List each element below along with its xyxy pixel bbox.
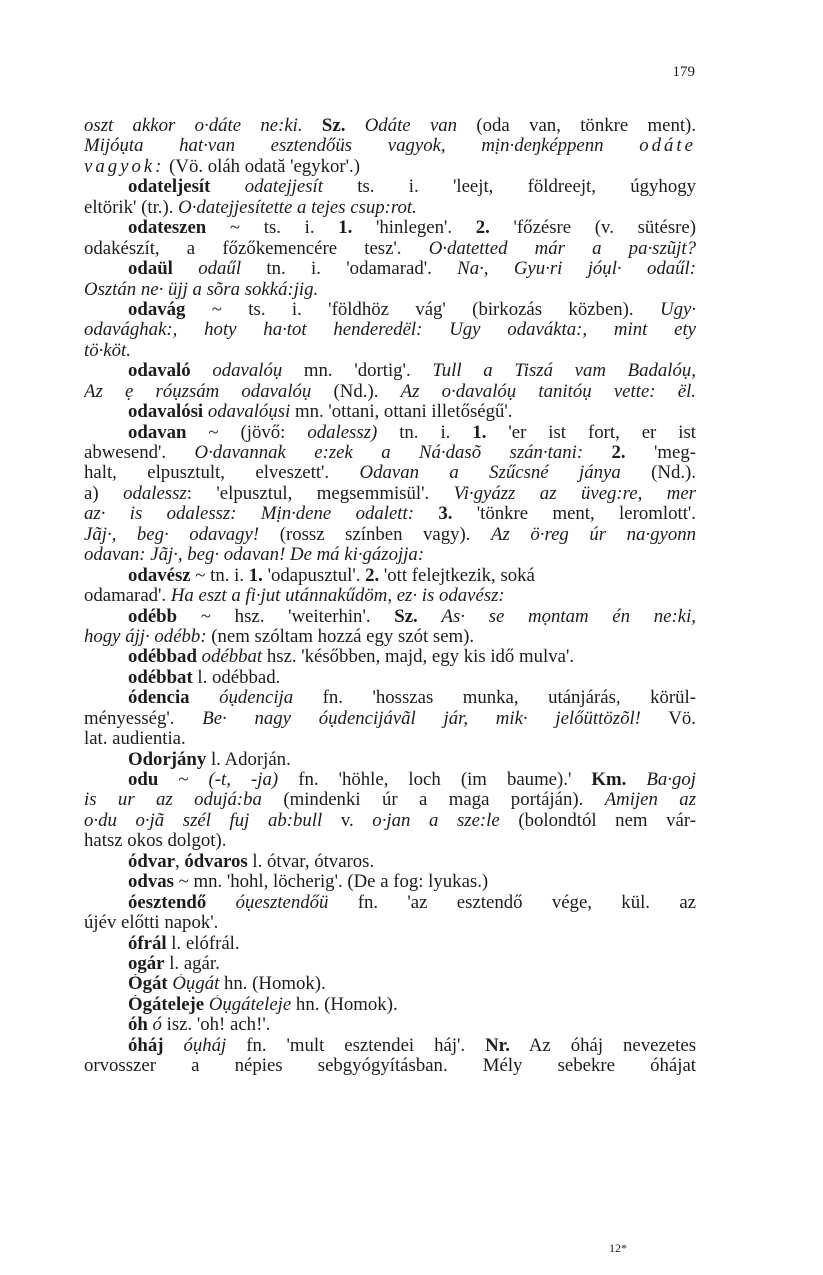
- headword: 2.: [611, 443, 626, 463]
- headword: ogár: [128, 953, 165, 974]
- text-segment: [206, 893, 235, 913]
- text-line: [84, 668, 696, 688]
- text-segment: odakészít, a főzőkemencére tesz'.: [84, 238, 429, 259]
- text-line: [84, 893, 696, 913]
- text-segment: (Nd.).: [620, 463, 696, 484]
- headword: odateszen: [128, 218, 207, 239]
- text-line: [84, 1015, 696, 1035]
- dialect-example: (-t, -ja): [208, 770, 279, 790]
- text-line: [84, 463, 696, 483]
- dialect-example: Odavan a Szűcsné jánya: [359, 463, 621, 484]
- text-segment: v.: [322, 810, 373, 831]
- headword: óesztendő: [128, 892, 207, 913]
- dialect-example: o·du o·jã szél fuj ab:bull: [84, 810, 323, 831]
- headword: óh: [128, 1015, 148, 1036]
- dialect-example: ó: [152, 1015, 162, 1036]
- text-line: [84, 770, 696, 790]
- headword: 2.: [365, 565, 380, 586]
- text-line: [84, 177, 696, 197]
- text-segment: l. odébbad.: [192, 667, 281, 688]
- dialect-example: Óụgáteleje: [208, 994, 292, 1015]
- dialect-example: odatejjesít: [244, 177, 323, 198]
- dialect-example: Ba·goj: [646, 770, 696, 790]
- text-line: [84, 627, 696, 647]
- text-segment: 'főzésre (v. sütésre): [489, 218, 696, 239]
- headword: Sz.: [321, 116, 346, 136]
- text-segment: [583, 443, 611, 463]
- dialect-example: tö·köt.: [84, 340, 131, 361]
- text-segment: tn. i.: [377, 422, 473, 443]
- headword: Ógáteleje: [128, 994, 205, 1015]
- dialect-example: Jãj·, beg· odavagy!: [84, 524, 260, 545]
- dialect-example: Az o·davalóụ tanitóụ vette: ël.: [400, 381, 696, 402]
- text-segment: [626, 770, 646, 790]
- text-segment: Az óháj nevezetes: [509, 1035, 696, 1056]
- dialect-example: Na·, Gyu·ri jóụl· odaűl:: [457, 259, 696, 280]
- headword: Ógát: [128, 974, 168, 995]
- dialect-example: odavághak:, hoty ha·tot henderedël: Ugy odavákta:, mint ety: [84, 320, 696, 341]
- dialect-example: odalessz): [307, 422, 378, 443]
- text-line: [84, 504, 696, 524]
- text-segment: orvosszer a népies sebgyógyításban. Mély sebekre óhájat: [84, 1056, 696, 1077]
- text-segment: [163, 1036, 183, 1056]
- headword: 2.: [475, 218, 490, 239]
- text-segment: [303, 116, 322, 136]
- text-line: [84, 382, 696, 402]
- text-line: [84, 811, 696, 831]
- text-segment: (mindenki úr a maga portáján).: [261, 790, 605, 811]
- dialect-example: az· is odalessz: Mịn·dene odalett:: [84, 504, 414, 525]
- headword: 1.: [472, 422, 487, 443]
- headword: odvas: [128, 872, 174, 893]
- text-line: [84, 259, 696, 279]
- headword: odavaló: [128, 361, 191, 382]
- text-segment: mn. 'ottani, ottani illetőségű'.: [290, 402, 513, 423]
- text-line: [84, 790, 696, 810]
- text-line: [84, 586, 696, 606]
- text-line: [84, 913, 696, 933]
- text-segment: (oda van, tönkre ment).: [457, 116, 696, 136]
- text-line: [84, 1056, 696, 1076]
- text-line: [84, 852, 696, 872]
- dialect-example: Tull a Tiszá vam Badalóụ,: [432, 361, 696, 382]
- dialect-example: odaűl: [198, 259, 242, 280]
- text-line: [84, 954, 696, 974]
- text-segment: isz. 'oh! ach!'.: [161, 1015, 271, 1036]
- text-segment: fn. 'az esztendő vége, kül. az: [328, 892, 696, 913]
- dialect-example: odavalóụsi: [207, 402, 291, 423]
- text-segment: 'meg-: [625, 443, 696, 463]
- dialect-example: O·datetted már a pa·szũjt?: [428, 238, 696, 259]
- text-line: [84, 239, 696, 259]
- text-line: [84, 320, 696, 340]
- headword: Sz.: [394, 606, 418, 627]
- text-line: [84, 218, 696, 238]
- text-segment: ményesség'.: [84, 708, 203, 729]
- headword: odateljesít: [128, 177, 211, 198]
- headword: odébbat: [128, 667, 193, 688]
- text-segment: ~ hsz. 'weiterhin'.: [177, 606, 395, 627]
- text-line: [84, 750, 696, 770]
- text-line: [84, 280, 696, 300]
- dialect-example: O·datejjesítette a tejes csup:rot.: [178, 197, 417, 218]
- text-segment: [345, 116, 364, 136]
- dialect-example: Az ẹ róụzsám odavalóụ: [84, 381, 312, 402]
- dialect-example: Ha eszt a fi·jut utánnakűdöm, ez· is odavész:: [170, 586, 505, 607]
- text-line: [84, 443, 696, 463]
- text-line: [84, 136, 696, 156]
- text-segment: a): [84, 483, 124, 504]
- text-line: [84, 995, 696, 1015]
- dialect-example: óụesztendőü: [235, 892, 329, 913]
- text-segment: [414, 504, 438, 524]
- dialect-example: Osztán ne· üjj a sõra sokká:jig.: [84, 279, 319, 300]
- text-segment: újév előtti napok'.: [84, 913, 219, 934]
- text-segment: ,: [174, 851, 185, 872]
- text-segment: hn. (Homok).: [291, 994, 398, 1015]
- headword: Nr.: [485, 1035, 510, 1056]
- text-line: [84, 300, 696, 320]
- text-segment: [604, 136, 640, 156]
- text-segment: (rossz színben vagy).: [259, 524, 492, 545]
- text-line: [84, 545, 696, 565]
- dialect-example: odébbat: [201, 647, 263, 668]
- headword: odavalósi: [128, 402, 204, 423]
- text-segment: (Vö. oláh odată 'egykor'.): [164, 156, 360, 177]
- text-line: [84, 157, 696, 177]
- text-segment: tn. i. 'odamarad'.: [241, 259, 458, 280]
- text-segment: ts. i. 'leejt, földreejt, úgyhogy: [322, 177, 696, 198]
- text-segment: 'tönkre ment, leromlott'.: [452, 504, 696, 525]
- headword: odu: [128, 770, 159, 790]
- text-segment: ~: [158, 770, 209, 790]
- text-segment: l. elófrál.: [166, 933, 240, 954]
- text-segment: (Nd.).: [311, 381, 401, 402]
- dialect-example: Az ö·reg úr na·gyonn: [491, 524, 696, 545]
- text-line: [84, 729, 696, 749]
- dialect-example: Vi·gyázz az üveg:re, mer: [453, 483, 696, 504]
- text-line: [84, 525, 696, 545]
- text-line: [84, 1036, 696, 1056]
- dialect-example: hogy ájj· odébb:: [84, 626, 207, 647]
- headword: Odorjány: [128, 749, 207, 770]
- text-segment: [173, 259, 198, 279]
- text-segment: ~ ts. i. 'földhöz vág' (birkozás közben).: [185, 299, 660, 320]
- text-segment: 'hinlegen'.: [352, 218, 476, 239]
- text-line: [84, 116, 696, 136]
- dialect-example: As· se mọntam én ne:ki,: [441, 606, 696, 627]
- dialect-example: Óụgát: [172, 974, 220, 995]
- text-segment: (bolondtól nem vár-: [499, 810, 696, 831]
- dialect-example: Odáte van: [364, 116, 458, 136]
- text-segment: ~ mn. 'hohl, löcherig'. (De a fog: lyukas.): [173, 872, 489, 893]
- headword: odébbad: [128, 647, 197, 668]
- dialect-example: óụháj: [183, 1035, 227, 1056]
- headword: ódencia: [128, 688, 190, 709]
- headword: odavág: [128, 299, 186, 320]
- text-segment: 'odapusztul'.: [262, 565, 366, 586]
- text-line: [84, 402, 696, 422]
- headword: ódvaros: [184, 851, 248, 872]
- text-line: [84, 872, 696, 892]
- text-segment: ~ (jövő:: [186, 422, 308, 443]
- headword: odavan: [128, 422, 187, 443]
- text-line: [84, 709, 696, 729]
- text-line: [84, 647, 696, 667]
- text-segment: fn. 'mult esztendei háj'.: [226, 1035, 486, 1056]
- dialect-example: odáte: [639, 136, 696, 157]
- text-line: [84, 566, 696, 586]
- text-segment: hsz. 'későbben, majd, egy kis idő mulva'.: [262, 647, 575, 668]
- text-segment: odamarad'.: [84, 586, 171, 607]
- dialect-example: O·davannak e:zek a Ná·dasõ szán·tani:: [194, 443, 584, 463]
- text-line: [84, 688, 696, 708]
- text-segment: ~ tn. i.: [190, 565, 249, 586]
- text-segment: 'er ist fort, er ist: [486, 422, 696, 443]
- text-segment: fn. 'höhle, loch (im baume).': [278, 770, 592, 790]
- dialect-example: Mijóụta hat·van esztendőüs vagyok, mịn·deŋképpenn: [84, 136, 604, 157]
- text-line: [84, 934, 696, 954]
- text-segment: eltörik' (tr.).: [84, 197, 179, 218]
- text-segment: abwesend'.: [84, 443, 195, 463]
- headword: odavész: [128, 565, 191, 586]
- text-line: [84, 198, 696, 218]
- headword: ódvar: [128, 851, 175, 872]
- headword: 1.: [248, 565, 263, 586]
- headword: 1.: [338, 218, 353, 239]
- dialect-example: óụdencija: [219, 688, 294, 709]
- dialect-example: is ur az odujá:ba: [84, 790, 262, 811]
- text-segment: Vö.: [640, 708, 696, 729]
- text-segment: [210, 177, 244, 197]
- headword: 3.: [438, 504, 453, 525]
- headword: Km.: [591, 770, 627, 790]
- text-segment: hn. (Homok).: [219, 974, 326, 995]
- dialect-example: odalessz: [123, 483, 187, 504]
- headword: odébb: [128, 606, 178, 627]
- text-line: [84, 423, 696, 443]
- text-segment: ~ ts. i.: [206, 218, 339, 239]
- text-segment: [190, 688, 220, 708]
- text-segment: [418, 607, 442, 627]
- dialect-example: odavan: Jãj·, beg· odavan! De má ki·gázojja:: [84, 545, 425, 566]
- text-line: [84, 484, 696, 504]
- text-segment: hatsz okos dolgot).: [84, 831, 227, 852]
- headword: odaül: [128, 259, 173, 280]
- text-segment: : 'elpusztul, megsemmisül'.: [186, 483, 454, 504]
- text-segment: l. ótvar, ótvaros.: [247, 851, 375, 872]
- text-segment: l. agár.: [164, 953, 220, 974]
- text-line: [84, 607, 696, 627]
- dictionary-entries: [84, 116, 696, 1077]
- dialect-example: o·jan a sze:le: [372, 810, 500, 831]
- text-segment: (nem szóltam hozzá egy szót sem).: [206, 626, 475, 647]
- text-segment: mn. 'dortig'.: [282, 361, 433, 382]
- text-line: [84, 341, 696, 361]
- dialect-example: odavalóụ: [212, 361, 283, 382]
- text-segment: 'ott felejtkezik, soká: [379, 565, 535, 586]
- text-line: [84, 831, 696, 851]
- headword: ófrál: [128, 933, 167, 954]
- dialect-example: Amijen az: [604, 790, 696, 811]
- text-segment: fn. 'hosszas munka, utánjárás, körül-: [293, 688, 696, 709]
- dialect-example: vagyok:: [84, 156, 165, 177]
- text-line: [84, 974, 696, 994]
- headword: óháj: [128, 1035, 164, 1056]
- printer-signature-mark: 12*: [609, 1241, 627, 1255]
- text-segment: [191, 361, 213, 381]
- dialect-example: Ugy·: [660, 299, 696, 320]
- dialect-example: oszt akkor o·dáte ne:ki.: [84, 116, 303, 136]
- text-segment: l. Adorján.: [206, 749, 291, 770]
- dialect-example: Be· nagy óụdencijávãl jár, mik· jelőüttözõl!: [202, 708, 641, 729]
- text-segment: halt, elpusztult, elveszett'.: [84, 463, 360, 484]
- text-segment: lat. audientia.: [84, 729, 186, 750]
- text-line: [84, 361, 696, 381]
- page-number: 179: [672, 64, 695, 80]
